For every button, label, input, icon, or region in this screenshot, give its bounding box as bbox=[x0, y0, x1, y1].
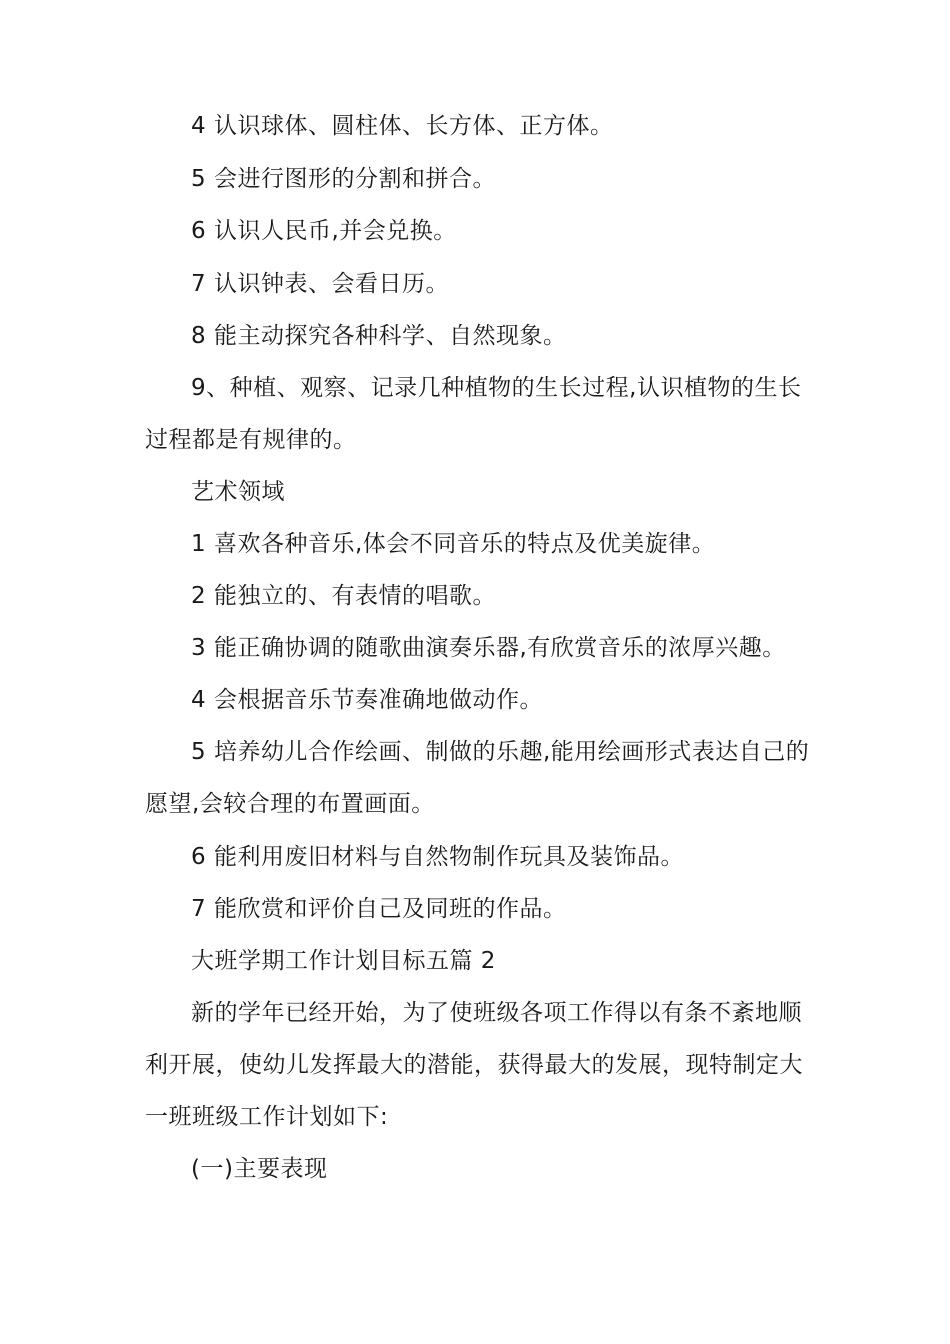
paragraph: 4 会根据音乐节奏准确地做动作。 bbox=[191, 687, 543, 713]
paragraph: 7 能欣赏和评价自己及同班的作品。 bbox=[191, 896, 567, 922]
subsection-heading: (一)主要表现 bbox=[191, 1156, 328, 1182]
paragraph: 8 能主动探究各种科学、自然现象。 bbox=[191, 323, 567, 349]
paragraph: 6 认识人民币,并会兑换。 bbox=[191, 218, 457, 244]
paragraph: 新的学年已经开始，为了使班级各项工作得以有条不紊地顺利开展，使幼儿发挥最大的潜能，获得最大的发展，现特制定大一班班级工作计划如下: bbox=[145, 1000, 803, 1130]
paragraph: 6 能利用废旧材料与自然物制作玩具及装饰品。 bbox=[191, 844, 684, 870]
paragraph: 9、种植、观察、记录几种植物的生长过程,认识植物的生长过程都是有规律的。 bbox=[145, 375, 802, 453]
section-heading: 艺术领域 bbox=[191, 479, 285, 505]
paragraph: 2 能独立的、有表情的唱歌。 bbox=[191, 583, 496, 609]
paragraph: 5 会进行图形的分割和拼合。 bbox=[191, 166, 496, 192]
section-heading: 大班学期工作计划目标五篇 2 bbox=[191, 948, 496, 974]
paragraph: 3 能正确协调的随歌曲演奏乐器,有欣赏音乐的浓厚兴趣。 bbox=[191, 635, 786, 661]
paragraph: 4 认识球体、圆柱体、长方体、正方体。 bbox=[191, 113, 614, 139]
paragraph: 7 认识钟表、会看日历。 bbox=[191, 271, 449, 297]
paragraph: 1 喜欢各种音乐,体会不同音乐的特点及优美旋律。 bbox=[191, 531, 716, 557]
paragraph: 5 培养幼儿合作绘画、制做的乐趣,能用绘画形式表达自己的愿望,会较合理的布置画面。 bbox=[145, 739, 810, 817]
